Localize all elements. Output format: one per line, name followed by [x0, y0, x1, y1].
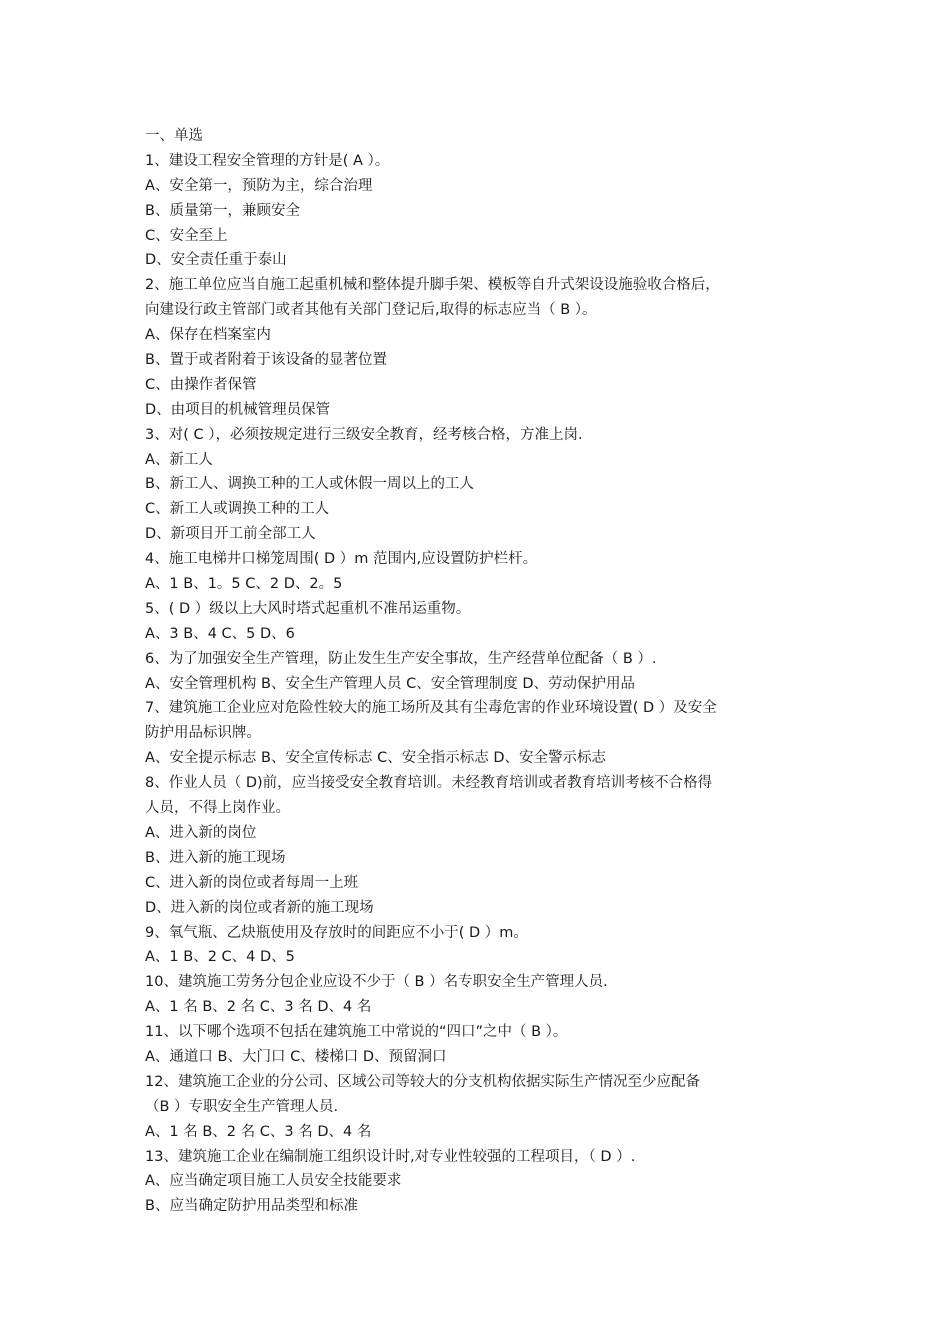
option-line: D、新项目开工前全部工人: [145, 526, 316, 543]
option-line: D、安全责任重于泰山: [145, 252, 287, 269]
option-line: A、应当确定项目施工人员安全技能要求: [145, 1173, 402, 1190]
question-2: 2、施工单位应当自施工起重机械和整体提升脚手架、模板等自升式架设设施验收合格后，: [145, 277, 720, 294]
question-6: 6、为了加强安全生产管理，防止发生生产安全事故，生产经营单位配备（ B ）.: [145, 650, 657, 667]
question-3: 3、对( C ），必须按规定进行三级安全教育，经考核合格，方准上岗.: [145, 426, 583, 443]
option-line: A、保存在档案室内: [145, 327, 271, 344]
option-line: A、1 B、1。5 C、2 D、2。5: [145, 576, 343, 593]
option-line: B、进入新的施工现场: [145, 849, 286, 866]
question-7: 7、建筑施工企业应对危险性较大的施工场所及其有尘毒危害的作业环境设置( D ）及安全: [145, 700, 717, 717]
option-line: A、通道口 B、大门口 C、楼梯口 D、预留洞口: [145, 1048, 447, 1065]
question-2-continued: 向建设行政主管部门或者其他有关部门登记后,取得的标志应当（ B ）。: [145, 302, 597, 319]
question-12-continued: （B ）专职安全生产管理人员.: [145, 1098, 339, 1115]
option-line: C、新工人或调换工种的工人: [145, 501, 330, 518]
question-11: 11、以下哪个选项不包括在建筑施工中常说的“四口”之中（ B ）。: [145, 1024, 568, 1041]
option-line: A、1 名 B、2 名 C、3 名 D、4 名: [145, 999, 372, 1016]
question-5: 5、( D ）级以上大风时塔式起重机不准吊运重物。: [145, 600, 471, 617]
question-1: 1、建设工程安全管理的方针是( A ）。: [145, 152, 390, 169]
document-body: [145, 124, 810, 1219]
question-9: 9、氧气瓶、乙炔瓶使用及存放时的间距应不小于( D ）m。: [145, 924, 528, 941]
option-line: A、3 B、4 C、5 D、6: [145, 625, 295, 642]
option-line: C、由操作者保管: [145, 376, 257, 393]
option-line: B、应当确定防护用品类型和标准: [145, 1198, 358, 1215]
section-heading: 一、单选: [145, 128, 203, 144]
option-line: B、质量第一，兼顾安全: [145, 202, 300, 219]
question-4: 4、施工电梯井口梯笼周围( D ）m 范围内,应设置防护栏杆。: [145, 551, 538, 568]
question-8: 8、作业人员（ D)前，应当接受安全教育培训。未经教育培训或者教育培训考核不合格得: [145, 775, 713, 792]
question-12: 12、建筑施工企业的分公司、区域公司等较大的分支机构依据实际生产情况至少应配备: [145, 1073, 700, 1090]
option-line: A、安全第一，预防为主，综合治理: [145, 177, 373, 194]
option-line: D、进入新的岗位或者新的施工现场: [145, 899, 374, 916]
option-line: C、进入新的岗位或者每周一上班: [145, 874, 359, 891]
option-line: C、安全至上: [145, 227, 228, 244]
option-line: B、置于或者附着于该设备的显著位置: [145, 352, 387, 369]
option-line: A、1 名 B、2 名 C、3 名 D、4 名: [145, 1123, 372, 1140]
option-line: A、1 B、2 C、4 D、5: [145, 949, 295, 966]
option-line: A、新工人: [145, 451, 213, 468]
option-line: A、安全管理机构 B、安全生产管理人员 C、安全管理制度 D、劳动保护用品: [145, 675, 635, 692]
option-line: A、安全提示标志 B、安全宣传标志 C、安全指示标志 D、安全警示标志: [145, 750, 606, 767]
question-10: 10、建筑施工劳务分包企业应设不少于（ B ）名专职安全生产管理人员.: [145, 974, 608, 991]
option-line: A、进入新的岗位: [145, 824, 257, 841]
question-8-continued: 人员，不得上岗作业。: [145, 800, 290, 817]
question-13: 13、建筑施工企业在编制施工组织设计时,对专业性较强的工程项目，（ D ）.: [145, 1148, 636, 1165]
question-7-continued: 防护用品标识牌。: [145, 725, 261, 742]
option-line: B、新工人、调换工种的工人或休假一周以上的工人: [145, 476, 474, 493]
option-line: D、由项目的机械管理员保管: [145, 401, 331, 418]
